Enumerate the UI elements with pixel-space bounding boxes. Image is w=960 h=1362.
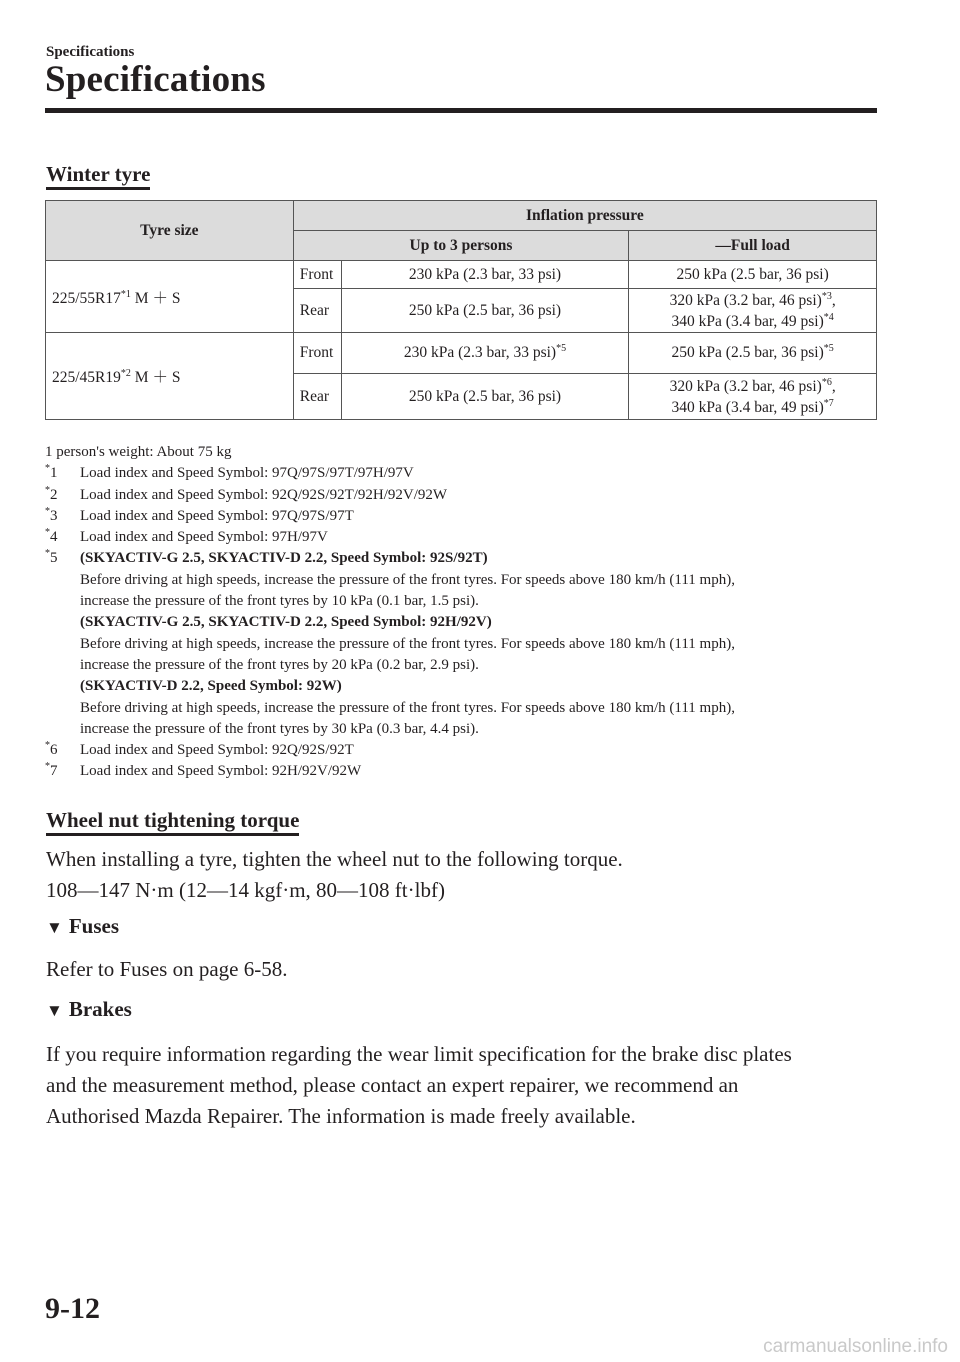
page-title: Specifications xyxy=(45,59,266,100)
footnote-3: *3 Load index and Speed Symbol: 97Q/97S/97T xyxy=(45,505,354,524)
position-front: Front xyxy=(293,333,341,374)
header-divider xyxy=(45,108,877,113)
pressure-value: 250 kPa (2.5 bar, 36 psi)$^{*5}$ xyxy=(629,333,877,374)
brakes-text: If you require information regarding the wear limit specification for the brake disc plates and the measurement method, please contact an expert repairer, we recommend an Authorised Mazda Repairer. The information is made freely available. xyxy=(46,1042,792,1128)
brakes-heading: ▼ Brakes xyxy=(46,997,132,1021)
footnotes xyxy=(45,442,877,783)
tyre-size-cell: 225/55R17$^{*1}$ M ＋ S xyxy=(46,261,294,333)
header-tyre-size: Tyre size xyxy=(46,201,294,261)
footnote-4: *4 Load index and Speed Symbol: 97H/97V xyxy=(45,527,328,546)
section-title-wheel-nut-torque: Wheel nut tightening torque xyxy=(46,808,299,836)
watermark: carmanualsonline.info xyxy=(763,1336,948,1357)
position-rear: Rear xyxy=(293,374,341,420)
position-front: Front xyxy=(293,261,341,289)
pressure-value: 250 kPa (2.5 bar, 36 psi) xyxy=(341,374,629,420)
section-title-winter-tyre: Winter tyre xyxy=(46,162,150,190)
pressure-value: 250 kPa (2.5 bar, 36 psi) xyxy=(629,261,877,289)
footnote-6: *6 Load index and Speed Symbol: 92Q/92S/92T xyxy=(45,740,354,759)
triangle-down-icon: ▼ xyxy=(46,1001,63,1020)
triangle-down-icon: ▼ xyxy=(46,918,63,937)
table-row xyxy=(46,333,877,374)
page-number: 9-12 xyxy=(45,1292,100,1325)
footnote-2: *2 Load index and Speed Symbol: 92Q/92S/92T/92H/92V/92W xyxy=(45,484,448,503)
weight-note: 1 person's weight: About 75 kg xyxy=(45,444,232,460)
running-header: Specifications xyxy=(46,44,135,60)
footnote-5: *5 (SKYACTIV-G 2.5, SKYACTIV-D 2.2, Speed Symbol: 92S/92T) Before driving at high speeds, increase the pressure of the front tyres. For speeds above 180 km/h (111 mph), increase the pressure of the front tyres by 10 kPa (0.1 bar, 1.5 psi). (SKYACTIV-G 2.5, SKYACTIV-D 2.2, Speed Symbol: 92H/92V) Before driving at high speeds, increase the pressure of the front tyres. For speeds above 180 km/h (111 mph), increase the pressure of the front tyres by 20 kPa (0.2 bar, 2.9 psi). (SKYACTIV-D 2.2, Speed Symbol: 92W) Before driving at high speeds, increase the pressure of the front tyres. For speeds above 180 km/h (111 mph), increase the pressure of the front tyres by 30 kPa (0.3 bar, 4.4 psi). xyxy=(45,548,735,737)
pressure-value: 250 kPa (2.5 bar, 36 psi) xyxy=(341,289,629,333)
fuses-heading: ▼ Fuses xyxy=(46,914,120,938)
fuses-text: Refer to Fuses on page 6-58. xyxy=(46,957,288,981)
footnote-1: *1 Load index and Speed Symbol: 97Q/97S/97T/97H/97V xyxy=(45,463,414,482)
position-rear: Rear xyxy=(293,289,341,333)
pressure-value: 320 kPa (3.2 bar, 46 psi)$^{*3}$, 340 kPa (3.4 bar, 49 psi)$^{*4}$ xyxy=(629,289,877,333)
header-full-load: ―Full load xyxy=(629,231,877,261)
table-row xyxy=(46,261,877,289)
tyre-size-cell: 225/45R19$^{*2}$ M ＋ S xyxy=(46,333,294,420)
pressure-value: 230 kPa (2.3 bar, 33 psi) xyxy=(341,261,629,289)
winter-tyre-table xyxy=(45,200,877,420)
torque-text: When installing a tyre, tighten the wheel nut to the following torque. 108―147 N·m (12―14 kgf·m, 80―108 ft·lbf) xyxy=(46,847,623,902)
pressure-value: 230 kPa (2.3 bar, 33 psi)$^{*5}$ xyxy=(341,333,629,374)
footnote-7: *7 Load index and Speed Symbol: 92H/92V/92W xyxy=(45,761,362,780)
header-inflation-pressure: Inflation pressure xyxy=(293,201,876,231)
pressure-value: 320 kPa (3.2 bar, 46 psi)$^{*6}$, 340 kPa (3.4 bar, 49 psi)$^{*7}$ xyxy=(629,374,877,420)
header-up-to-3-persons: Up to 3 persons xyxy=(293,231,629,261)
